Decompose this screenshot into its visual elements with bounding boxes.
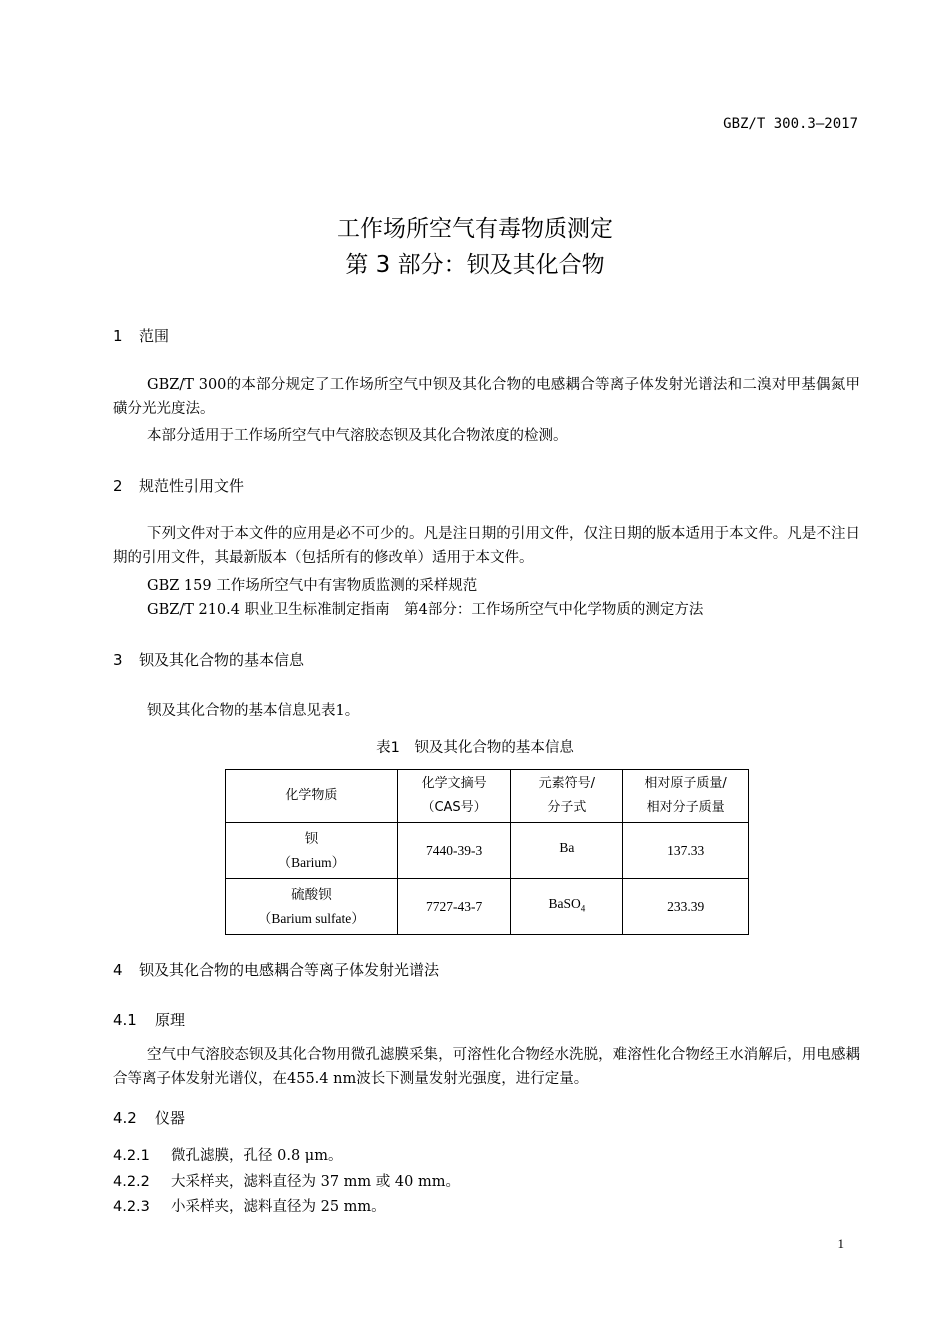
cell-substance: 钡 （Barium）	[226, 823, 398, 879]
section-3-heading	[113, 649, 304, 670]
section-number: 4	[113, 961, 123, 979]
item-number: 4.2.3	[113, 1199, 150, 1215]
cell-cas: 7440-39-3	[397, 823, 511, 879]
item-text: 微孔滤膜，孔径 0.8 μm。	[171, 1148, 343, 1164]
cell-mass: 137.33	[623, 823, 749, 879]
paragraph-text: GBZ/T 300的本部分规定了工作场所空气中钡及其化合物的电感耦合等离子体发射光谱法和二溴对甲基偶氮甲磺分光光度法。	[113, 377, 860, 417]
section-title: 钡及其化合物的电感耦合等离子体发射光谱法	[139, 961, 440, 979]
section-2-heading	[113, 475, 244, 496]
cell-substance: 硫酸钡 （Barium sulfate）	[226, 879, 398, 935]
section-number: 4.2	[113, 1109, 137, 1127]
document-title-line1: 工作场所空气有毒物质测定	[337, 216, 613, 242]
table-1-caption: 表1 钡及其化合物的基本信息	[376, 740, 574, 756]
section-title: 钡及其化合物的基本信息	[139, 651, 305, 669]
table-header-row	[226, 770, 749, 823]
cell-formula: Ba	[511, 823, 623, 879]
header-substance: 化学物质	[226, 770, 398, 823]
standard-number: GBZ/T 300.3—2017	[723, 116, 858, 132]
section-2-paragraph-1	[113, 522, 860, 570]
section-number: 4.1	[113, 1011, 137, 1029]
document-title-line2: 第 3 部分：钡及其化合物	[345, 252, 605, 278]
cell-mass: 233.39	[623, 879, 749, 935]
section-4-1-paragraph-1	[113, 1043, 860, 1091]
table-1	[225, 769, 749, 935]
section-4-2-heading	[113, 1107, 185, 1128]
section-1-heading	[113, 325, 169, 346]
page-number: 1	[837, 1236, 844, 1251]
section-number: 3	[113, 651, 123, 669]
cell-cas: 7727-43-7	[397, 879, 511, 935]
normative-reference-1: GBZ 159 工作场所空气中有害物质监测的采样规范	[147, 578, 478, 594]
section-title: 范围	[139, 327, 170, 345]
table-row	[226, 823, 749, 879]
section-title: 原理	[155, 1011, 186, 1029]
item-text: 大采样夹，滤料直径为 37 mm 或 40 mm。	[171, 1174, 460, 1190]
item-text: 小采样夹，滤料直径为 25 mm。	[171, 1199, 386, 1215]
header-cas: 化学文摘号 （CAS号）	[397, 770, 511, 823]
paragraph-text: 下列文件对于本文件的应用是必不可少的。凡是注日期的引用文件，仅注日期的版本适用于本文件。凡是不注日期的引用文件，其最新版本（包括所有的修改单）适用于本文件。	[113, 526, 860, 566]
paragraph-text: 本部分适用于工作场所空气中气溶胶态钡及其化合物浓度的检测。	[147, 428, 568, 444]
item-number: 4.2.2	[113, 1174, 150, 1190]
section-title: 仪器	[155, 1109, 186, 1127]
section-4-1-heading	[113, 1009, 185, 1030]
list-item	[113, 1195, 386, 1216]
normative-reference-2: GBZ/T 210.4 职业卫生标准制定指南 第4部分：工作场所空气中化学物质的测定方法	[147, 602, 704, 618]
section-number: 1	[113, 327, 123, 345]
section-1-paragraph-1	[113, 373, 860, 421]
cell-formula: BaSO$_4$	[511, 879, 623, 935]
table-row	[226, 879, 749, 935]
list-item	[113, 1144, 342, 1165]
item-number: 4.2.1	[113, 1148, 150, 1164]
header-mass: 相对原子质量/ 相对分子质量	[623, 770, 749, 823]
section-4-heading	[113, 959, 439, 980]
paragraph-text: 空气中气溶胶态钡及其化合物用微孔滤膜采集，可溶性化合物经水洗脱，难溶性化合物经王水消解后，用电感耦合等离子体发射光谱仪，在455.4 nm波长下测量发射光强度，进行定量。	[113, 1047, 860, 1087]
section-number: 2	[113, 477, 123, 495]
header-formula: 元素符号/ 分子式	[511, 770, 623, 823]
section-3-paragraph-1: 钡及其化合物的基本信息见表1。	[147, 703, 360, 719]
section-title: 规范性引用文件	[139, 477, 245, 495]
section-1-paragraph-2	[113, 424, 860, 448]
list-item	[113, 1170, 460, 1191]
